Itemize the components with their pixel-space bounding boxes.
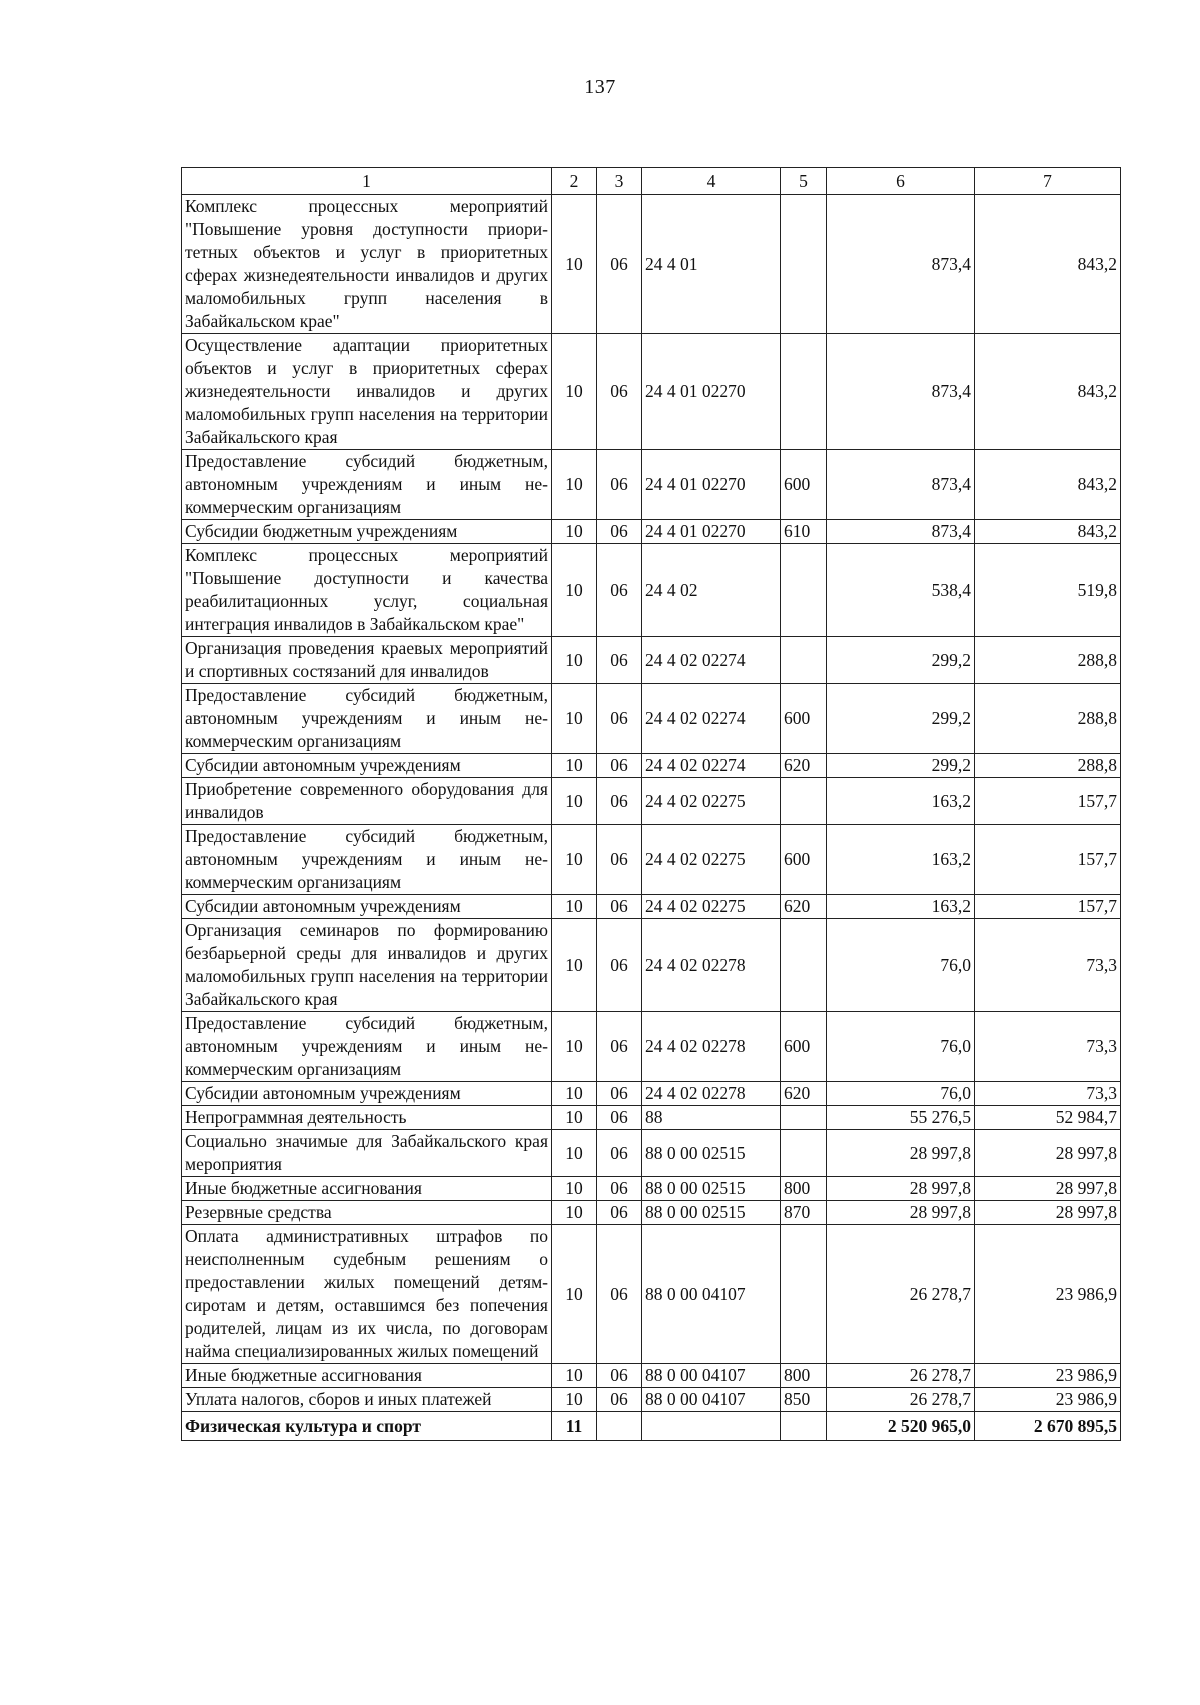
row-subsection: 06 [597, 1082, 642, 1106]
row-amount-col6: 873,4 [827, 334, 975, 450]
header-col-6: 6 [827, 168, 975, 195]
row-subsection: 06 [597, 450, 642, 520]
row-subsection: 06 [597, 684, 642, 754]
total-row-amount-col6: 2 520 965,0 [827, 1412, 975, 1441]
row-expense-type [781, 637, 827, 684]
row-subsection: 06 [597, 520, 642, 544]
row-subsection: 06 [597, 754, 642, 778]
row-description: Предоставление субсидий бюджетным, автономным учреждениям и иным некоммерческим организациям [182, 450, 552, 520]
row-section: 10 [552, 778, 597, 825]
row-description: Иные бюджетные ассигнования [182, 1177, 552, 1201]
row-expense-type [781, 1130, 827, 1177]
row-section: 10 [552, 195, 597, 334]
row-subsection: 06 [597, 1364, 642, 1388]
row-target-code: 24 4 02 02274 [642, 754, 781, 778]
row-amount-col6: 299,2 [827, 684, 975, 754]
row-target-code: 24 4 02 02274 [642, 637, 781, 684]
row-target-code: 24 4 01 [642, 195, 781, 334]
row-target-code: 24 4 02 02275 [642, 895, 781, 919]
table-row [182, 1012, 1121, 1082]
row-amount-col7: 157,7 [975, 895, 1121, 919]
row-section: 10 [552, 1388, 597, 1412]
row-description: Предоставление субсидий бюджетным, автономным учреждениям и иным некоммерческим организациям [182, 825, 552, 895]
row-description: Организация проведения краевых мероприятий и спортивных состязаний для инвалидов [182, 637, 552, 684]
row-target-code: 24 4 02 02274 [642, 684, 781, 754]
row-amount-col7: 157,7 [975, 825, 1121, 895]
row-section: 10 [552, 1225, 597, 1364]
row-amount-col6: 163,2 [827, 825, 975, 895]
row-expense-type [781, 1106, 827, 1130]
row-subsection: 06 [597, 1106, 642, 1130]
row-section: 10 [552, 520, 597, 544]
row-expense-type [781, 544, 827, 637]
table-row [182, 520, 1121, 544]
row-expense-type: 800 [781, 1364, 827, 1388]
header-col-7: 7 [975, 168, 1121, 195]
row-description: Субсидии автономным учреждениям [182, 1082, 552, 1106]
row-subsection: 06 [597, 1201, 642, 1225]
row-subsection: 06 [597, 1012, 642, 1082]
table-row [182, 684, 1121, 754]
row-subsection: 06 [597, 1130, 642, 1177]
row-subsection: 06 [597, 544, 642, 637]
row-description: Организация семинаров по формированию безбарьерной среды для инвалидов и других маломобильных групп населения на территории Забайкальского края [182, 919, 552, 1012]
row-target-code: 24 4 02 [642, 544, 781, 637]
row-section: 10 [552, 684, 597, 754]
total-row-section: 11 [552, 1412, 597, 1441]
table-row [182, 1201, 1121, 1225]
row-target-code: 24 4 01 02270 [642, 520, 781, 544]
table-row [182, 450, 1121, 520]
row-amount-col7: 843,2 [975, 520, 1121, 544]
row-description: Субсидии бюджетным учреждениям [182, 520, 552, 544]
table-row [182, 754, 1121, 778]
row-amount-col6: 26 278,7 [827, 1225, 975, 1364]
row-amount-col6: 76,0 [827, 1012, 975, 1082]
row-expense-type: 600 [781, 684, 827, 754]
row-target-code: 88 0 00 02515 [642, 1177, 781, 1201]
row-amount-col7: 52 984,7 [975, 1106, 1121, 1130]
row-description: Уплата налогов, сборов и иных платежей [182, 1388, 552, 1412]
row-amount-col7: 843,2 [975, 334, 1121, 450]
row-subsection: 06 [597, 195, 642, 334]
row-section: 10 [552, 544, 597, 637]
header-col-2: 2 [552, 168, 597, 195]
table-header [182, 168, 1121, 195]
row-description: Комплекс процессных мероприятий "Повышение уровня доступности приоритетных объектов и услуг в приоритетных сферах жизнедеятельности инвалидов и других маломобильных групп населения в Забайкальском крае" [182, 195, 552, 334]
row-amount-col7: 28 997,8 [975, 1177, 1121, 1201]
row-section: 10 [552, 919, 597, 1012]
row-section: 10 [552, 754, 597, 778]
row-amount-col7: 23 986,9 [975, 1388, 1121, 1412]
row-description: Субсидии автономным учреждениям [182, 895, 552, 919]
table-row [182, 1388, 1121, 1412]
row-section: 10 [552, 1082, 597, 1106]
row-expense-type: 800 [781, 1177, 827, 1201]
row-section: 10 [552, 334, 597, 450]
row-description: Непрограммная деятельность [182, 1106, 552, 1130]
table-body [182, 195, 1121, 1441]
row-target-code: 88 0 00 04107 [642, 1225, 781, 1364]
total-row-target-code [642, 1412, 781, 1441]
row-section: 10 [552, 1364, 597, 1388]
row-section: 10 [552, 825, 597, 895]
table-row [182, 1130, 1121, 1177]
row-amount-col6: 873,4 [827, 450, 975, 520]
row-amount-col7: 288,8 [975, 754, 1121, 778]
row-section: 10 [552, 1130, 597, 1177]
row-target-code: 88 0 00 04107 [642, 1388, 781, 1412]
total-row-description: Физическая культура и спорт [182, 1412, 552, 1441]
row-amount-col7: 519,8 [975, 544, 1121, 637]
row-expense-type: 600 [781, 450, 827, 520]
header-col-3: 3 [597, 168, 642, 195]
row-target-code: 88 [642, 1106, 781, 1130]
header-row [182, 168, 1121, 195]
row-amount-col7: 157,7 [975, 778, 1121, 825]
table-row [182, 825, 1121, 895]
row-description: Комплекс процессных мероприятий "Повышение доступности и качества реабилитационных услуг, социальная интеграция инвалидов в Забайкальском крае" [182, 544, 552, 637]
row-amount-col7: 23 986,9 [975, 1364, 1121, 1388]
table-row [182, 1177, 1121, 1201]
row-target-code: 24 4 02 02278 [642, 1012, 781, 1082]
row-amount-col6: 76,0 [827, 1082, 975, 1106]
row-amount-col7: 28 997,8 [975, 1130, 1121, 1177]
row-section: 10 [552, 895, 597, 919]
row-description: Предоставление субсидий бюджетным, автономным учреждениям и иным некоммерческим организациям [182, 1012, 552, 1082]
row-section: 10 [552, 1106, 597, 1130]
table-row [182, 1225, 1121, 1364]
row-subsection: 06 [597, 895, 642, 919]
row-amount-col6: 26 278,7 [827, 1388, 975, 1412]
header-col-1: 1 [182, 168, 552, 195]
row-subsection: 06 [597, 778, 642, 825]
row-subsection: 06 [597, 1225, 642, 1364]
row-amount-col6: 28 997,8 [827, 1177, 975, 1201]
table-row [182, 919, 1121, 1012]
row-subsection: 06 [597, 1388, 642, 1412]
row-section: 10 [552, 1177, 597, 1201]
table-row [182, 637, 1121, 684]
table-row [182, 895, 1121, 919]
row-amount-col7: 23 986,9 [975, 1225, 1121, 1364]
row-section: 10 [552, 1012, 597, 1082]
row-amount-col6: 873,4 [827, 195, 975, 334]
row-amount-col6: 299,2 [827, 754, 975, 778]
row-description: Осуществление адаптации приоритетных объектов и услуг в приоритетных сферах жизнедеятельности инвалидов и других маломобильных групп населения на территории Забайкальского края [182, 334, 552, 450]
row-expense-type: 620 [781, 1082, 827, 1106]
row-target-code: 24 4 02 02278 [642, 1082, 781, 1106]
total-row-expense-type [781, 1412, 827, 1441]
table-row [182, 778, 1121, 825]
row-expense-type: 850 [781, 1388, 827, 1412]
row-subsection: 06 [597, 919, 642, 1012]
row-description: Приобретение современного оборудования для инвалидов [182, 778, 552, 825]
row-expense-type: 610 [781, 520, 827, 544]
row-subsection: 06 [597, 637, 642, 684]
row-amount-col7: 843,2 [975, 195, 1121, 334]
row-description: Субсидии автономным учреждениям [182, 754, 552, 778]
row-amount-col6: 76,0 [827, 919, 975, 1012]
row-expense-type: 600 [781, 1012, 827, 1082]
row-expense-type [781, 1225, 827, 1364]
row-amount-col6: 26 278,7 [827, 1364, 975, 1388]
row-expense-type [781, 195, 827, 334]
table-row [182, 544, 1121, 637]
row-target-code: 24 4 01 02270 [642, 334, 781, 450]
row-amount-col7: 73,3 [975, 919, 1121, 1012]
row-amount-col6: 55 276,5 [827, 1106, 975, 1130]
table-row [182, 195, 1121, 334]
row-target-code: 88 0 00 04107 [642, 1364, 781, 1388]
row-section: 10 [552, 1201, 597, 1225]
row-description: Иные бюджетные ассигнования [182, 1364, 552, 1388]
row-description: Социально значимые для Забайкальского края мероприятия [182, 1130, 552, 1177]
row-section: 10 [552, 637, 597, 684]
row-amount-col6: 28 997,8 [827, 1130, 975, 1177]
row-description: Оплата административных штрафов по неисполненным судебным решениям о предоставлении жилых помещений детям-сиротам и детям, оставшимся без попечения родителей, лицам из их числа, по договорам найма специализированных жилых помещений [182, 1225, 552, 1364]
row-amount-col7: 28 997,8 [975, 1201, 1121, 1225]
budget-table [181, 167, 1121, 1441]
table-row [182, 1106, 1121, 1130]
row-amount-col6: 163,2 [827, 895, 975, 919]
total-row-subsection [597, 1412, 642, 1441]
row-amount-col7: 73,3 [975, 1082, 1121, 1106]
table-row [182, 1364, 1121, 1388]
row-expense-type: 600 [781, 825, 827, 895]
row-target-code: 88 0 00 02515 [642, 1130, 781, 1177]
row-expense-type: 620 [781, 895, 827, 919]
row-amount-col7: 73,3 [975, 1012, 1121, 1082]
row-subsection: 06 [597, 334, 642, 450]
row-amount-col7: 288,8 [975, 684, 1121, 754]
row-subsection: 06 [597, 825, 642, 895]
row-amount-col6: 538,4 [827, 544, 975, 637]
row-target-code: 24 4 01 02270 [642, 450, 781, 520]
row-expense-type [781, 778, 827, 825]
row-target-code: 88 0 00 02515 [642, 1201, 781, 1225]
row-subsection: 06 [597, 1177, 642, 1201]
header-col-4: 4 [642, 168, 781, 195]
table-row [182, 334, 1121, 450]
total-row [182, 1412, 1121, 1441]
row-amount-col6: 28 997,8 [827, 1201, 975, 1225]
table-row [182, 1082, 1121, 1106]
row-amount-col6: 163,2 [827, 778, 975, 825]
row-description: Предоставление субсидий бюджетным, автономным учреждениям и иным некоммерческим организациям [182, 684, 552, 754]
row-expense-type: 620 [781, 754, 827, 778]
row-expense-type [781, 919, 827, 1012]
row-target-code: 24 4 02 02275 [642, 825, 781, 895]
row-amount-col7: 288,8 [975, 637, 1121, 684]
row-amount-col7: 843,2 [975, 450, 1121, 520]
row-amount-col6: 299,2 [827, 637, 975, 684]
row-amount-col6: 873,4 [827, 520, 975, 544]
header-col-5: 5 [781, 168, 827, 195]
row-target-code: 24 4 02 02278 [642, 919, 781, 1012]
row-section: 10 [552, 450, 597, 520]
row-expense-type [781, 334, 827, 450]
page-number: 137 [584, 76, 616, 98]
total-row-amount-col7: 2 670 895,5 [975, 1412, 1121, 1441]
row-expense-type: 870 [781, 1201, 827, 1225]
row-description: Резервные средства [182, 1201, 552, 1225]
row-target-code: 24 4 02 02275 [642, 778, 781, 825]
